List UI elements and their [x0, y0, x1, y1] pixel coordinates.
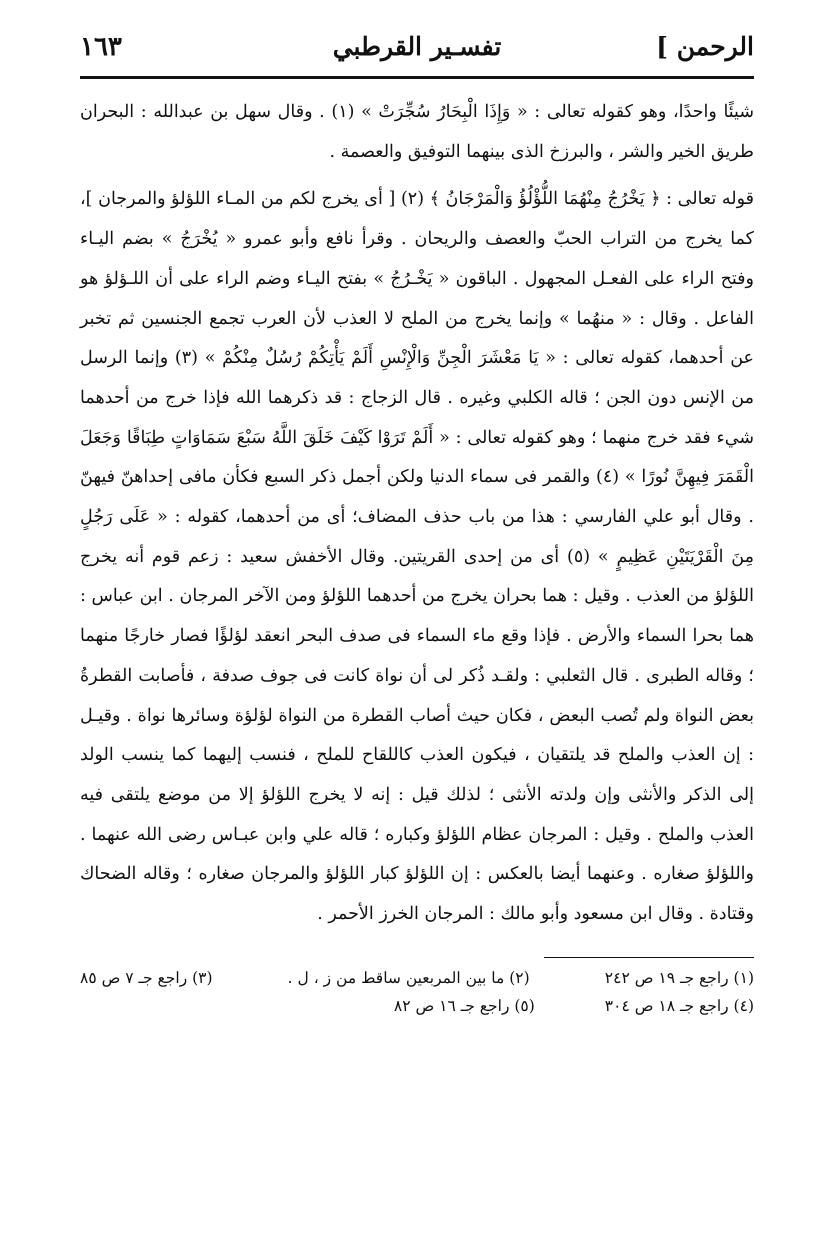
footnotes [80, 964, 754, 1020]
surah-name: الرحمن ] [656, 32, 754, 61]
footnote: (٣) راجع جـ ٧ ص ٨٥ [80, 968, 213, 987]
footnote-row [80, 964, 754, 992]
main-text [80, 93, 754, 935]
footnote: (٢) ما بين المربعين ساقط من ز ، ل . [287, 968, 530, 987]
footnote-divider [544, 957, 754, 958]
footnote-row [80, 992, 754, 1020]
paragraph: قوله تعالى : ﴿ يَخْرُجُ مِنْهُمَا اللُّؤْلُؤُ وَالْمَرْجَانُ ﴾ (٢) [ أى يخرج لكم من المـاء اللؤلؤ والمرجان ]، كما يخرج من التراب الحبّ والعصف والريحان . وقرأ نافع وأبو عمرو « يُخْرَجُ » بضم اليـاء وفتح الراء على الفعـل المجهول . الباقون « يَخْـرُجُ » بفتح اليـاء وضم الراء على أن اللـؤلؤ هو الفاعل . وقال : « منهُما » وإنما يخرج من الملح لا العذب لأن العرب تجمع الجنسين ثم تخبر عن أحدهما، كقوله تعالى : « يَا مَعْشَرَ الْجِنِّ وَالْإِنْسِ أَلَمْ يَأْتِكُمْ رُسُلٌ مِنْكُمْ » (٣) وإنما الرسل من الإنس دون الجن ؛ قاله الكلبي وغيره . قال الزجاج : قد ذكرهما الله فإذا خرج من أحدهما شيء فقد خرج منهما ؛ وهو كقوله تعالى : « أَلَمْ تَرَوْا كَيْفَ خَلَقَ اللَّهُ سَبْعَ سَمَاوَاتٍ طِبَاقًا وَجَعَلَ الْقَمَرَ فِيهِنَّ نُورًا » (٤) والقمر فى سماء الدنيا ولكن أجمل ذكر السبع فكأن مافى إحداهنّ فيهنّ . وقال أبو علي الفارسي : هذا من باب حذف المضاف؛ أى من أحدهما، كقوله : « عَلَى رَجُلٍ مِنَ الْقَرْيَتَيْنِ عَظِيمٍ » (٥) أى من إحدى القريتين. وقال الأخفش سعيد : زعم قوم أنه يخرج اللؤلؤ من العذب . وقيل : هما بحران يخرج من أحدهما اللؤلؤ ومن الآخر المرجان . ابن عباس : هما بحرا السماء والأرض . فإذا وقع ماء السماء فى صدف البحر انعقد لؤلؤًا فصار خارجًا منهما ؛ وقاله الطبرى . قال الثعلبي : ولقـد ذُكر لى أن نواة كانت فى جوف صدفة ، فأصابت القطرةُ بعض النواة ولم تُصب البعض ، فكان حيث أصاب القطرة من النواة لؤلؤة وسائرها نواة . وقيـل : إن العذب والملح قد يلتقيان ، فيكون العذب كاللقاح للملح ، فنسب إليهما كما ينسب الولد إلى الذكر والأنثى وإن ولدته الأنثى ؛ لذلك قيل : إنه لا يخرج اللؤلؤ إلا من موضع يلتقى فيه العذب والملح . وقيل : المرجان عظام اللؤلؤ وكباره ؛ قاله علي وابن عبـاس رضى الله عنهما . واللؤلؤ صغاره . وعنهما أيضا بالعكس : إن اللؤلؤ كبار اللؤلؤ والمرجان صغاره ؛ وقاله الضحاك وقتادة . وقال ابن مسعود وأبو مالك : المرجان الخرز الأحمر . [80, 189, 755, 925]
paragraph: شيئًا واحدًا، وهو كقوله تعالى : « وَإِذَا الْبِحَارُ سُجِّرَتْ » (١) . وقال سهل بن عبدالله : البحران طريق الخير والشر ، والبرزخ الذى بينهما التوفيق والعصمة . [80, 102, 755, 162]
page-number: ١٦٣ [80, 32, 122, 62]
footnote: (٤) راجع جـ ١٨ ص ٣٠٤ [604, 996, 754, 1015]
book-title: تفسـير القرطبي [332, 32, 502, 61]
footnote: (٥) راجع جـ ١٦ ص ٨٢ [393, 996, 535, 1015]
footnote: (١) راجع جـ ١٩ ص ٢٤٢ [604, 968, 754, 987]
running-header [80, 24, 754, 79]
